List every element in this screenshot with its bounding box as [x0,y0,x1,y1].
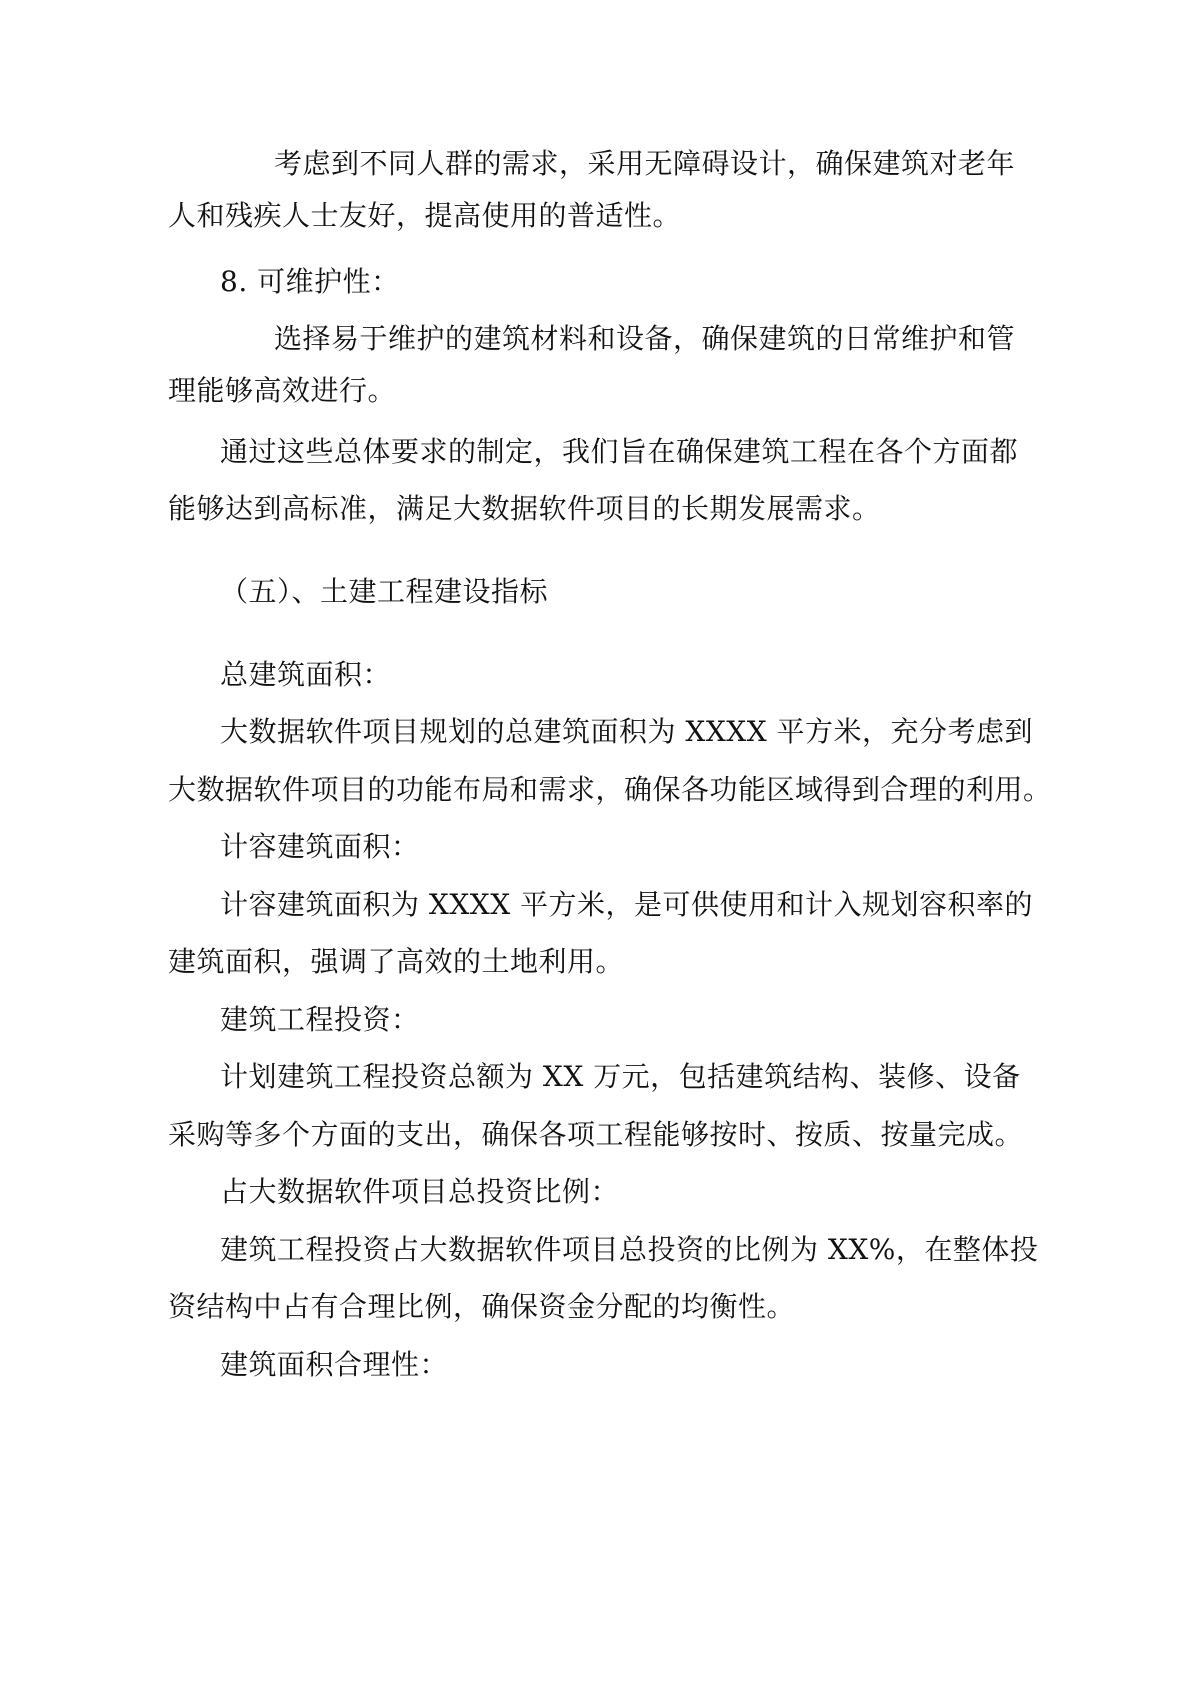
paragraph-line: 理能够高效进行。 [168,374,397,407]
paragraph-line: 大数据软件项目规划的总建筑面积为 XXXX 平方米，充分考虑到 [220,715,1034,748]
paragraph-line: 资结构中占有合理比例，确保资金分配的均衡性。 [168,1290,796,1323]
subheading: 总建筑面积： [220,658,392,691]
paragraph-line: 采购等多个方面的支出，确保各项工程能够按时、按质、按量完成。 [168,1118,1024,1151]
paragraph-line: 考虑到不同人群的需求，采用无障碍设计，确保建筑对老年 [274,147,1016,180]
section-heading: （五）、土建工程建设指标 [220,575,549,608]
subheading: 占大数据软件项目总投资比例： [220,1175,620,1208]
list-heading: 8. 可维护性： [220,265,400,298]
paragraph-line: 能够达到高标准，满足大数据软件项目的长期发展需求。 [168,492,881,525]
paragraph-line: 人和残疾人士友好，提高使用的普适性。 [168,199,682,232]
paragraph-line: 建筑面积，强调了高效的土地利用。 [168,945,625,978]
subheading: 计容建筑面积： [220,830,420,863]
paragraph-line: 大数据软件项目的功能布局和需求，确保各功能区域得到合理的利用。 [168,773,1052,806]
paragraph-line: 建筑工程投资占大数据软件项目总投资的比例为 XX%，在整体投 [220,1233,1039,1266]
subheading: 建筑工程投资： [220,1003,420,1036]
paragraph-line: 选择易于维护的建筑材料和设备，确保建筑的日常维护和管 [274,322,1016,355]
subheading: 建筑面积合理性： [220,1348,449,1381]
paragraph-line: 计划建筑工程投资总额为 XX 万元，包括建筑结构、装修、设备 [220,1060,1021,1093]
paragraph-line: 计容建筑面积为 XXXX 平方米，是可供使用和计入规划容积率的 [220,888,1034,921]
paragraph-line: 通过这些总体要求的制定，我们旨在确保建筑工程在各个方面都 [220,435,1019,468]
